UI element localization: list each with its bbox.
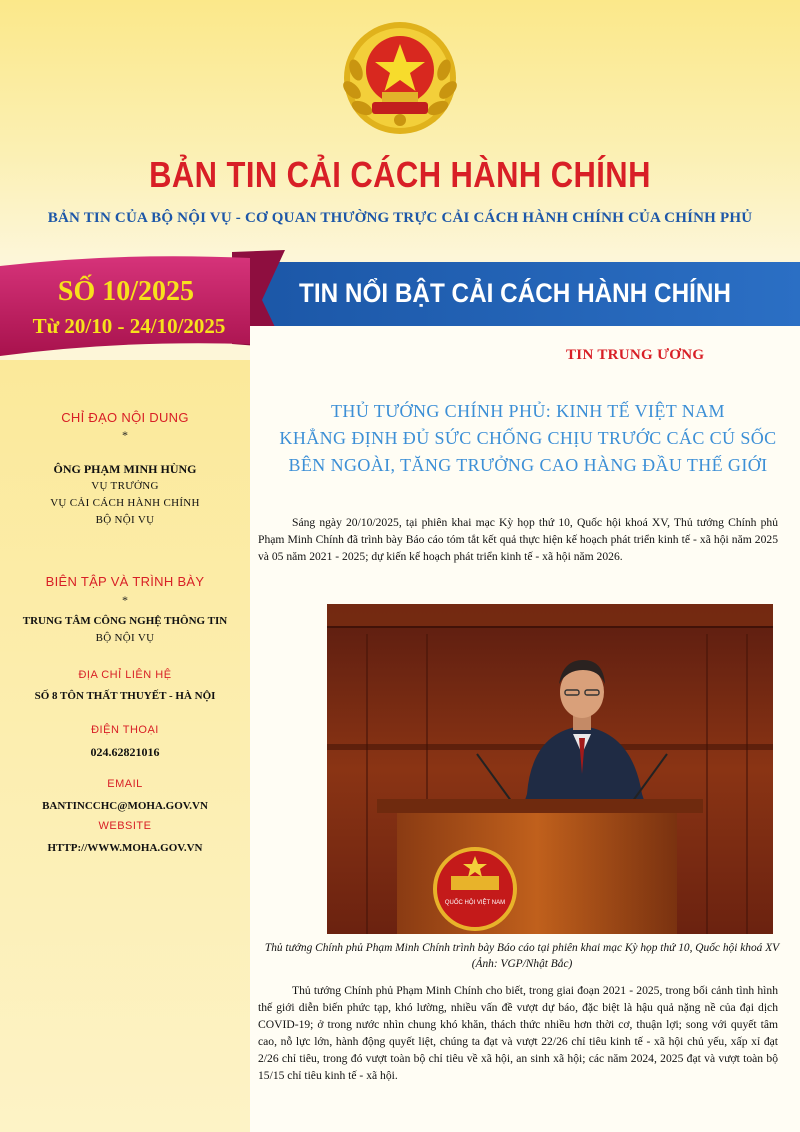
website-value[interactable]: HTTP://WWW.MOHA.GOV.VN <box>47 842 203 854</box>
content-director-label: CHỈ ĐẠO NỘI DUNG <box>61 410 189 425</box>
article-lead: Sáng ngày 20/10/2025, tại phiên khai mạc Kỳ họp thứ 10, Quốc hội khoá XV, Thủ tướng Chính phủ Phạm Minh Chính đã trình bày Báo cáo tóm tắt kết quả thực hiện kế hoạch phát triển kinh tế - xã hội năm 2025 và 05 năm 2021 - 2025; dự kiến kế hoạch phát triển kinh tế - xã hội năm 2026. <box>258 516 778 563</box>
phone-label: ĐIỆN THOẠI <box>91 724 159 736</box>
issue-date-range: Từ 20/10 - 24/10/2025 <box>32 314 226 338</box>
address-value: SỐ 8 TÔN THẤT THUYẾT - HÀ NỘI <box>34 690 216 702</box>
email-label: EMAIL <box>107 778 143 790</box>
address-label: ĐỊA CHỈ LIÊN HỆ <box>78 669 172 681</box>
newsletter-title: BẢN TIN CẢI CÁCH HÀNH CHÍNH <box>149 154 651 195</box>
phone-value: 024.62821016 <box>90 745 160 759</box>
article-photo <box>327 604 773 934</box>
content-director-unit: VỤ CẢI CÁCH HÀNH CHÍNH <box>50 497 200 509</box>
editing-unit: TRUNG TÂM CÔNG NGHỆ THÔNG TIN <box>22 615 228 627</box>
article-headline <box>268 398 788 479</box>
issue-number: SỐ 10/2025 <box>57 276 195 307</box>
highlight-banner <box>230 262 800 326</box>
photo-caption: Thủ tướng Chính phủ Phạm Minh Chính trình bày Báo cáo tại phiên khai mạc Kỳ họp thứ 10, Quốc hội khoá XV (Ảnh: VGP/Nhật Bắc) <box>264 942 780 970</box>
separator-star: * <box>122 428 128 442</box>
headline-line: THỦ TƯỚNG CHÍNH PHỦ: KINH TẾ VIỆT NAM <box>331 401 725 421</box>
headline-line: KHẲNG ĐỊNH ĐỦ SỨC CHỐNG CHỊU TRƯỚC CÁC CÚ SỐC <box>279 428 777 448</box>
article-body: Thủ tướng Chính phủ Phạm Minh Chính cho biết, trong giai đoạn 2021 - 2025, trong bối cảnh tình hình thế giới diễn biến phức tạp, khó lường, nhiều vấn đề vượt dự báo, đặc biệt là hậu quả nặng nề của đại dịch COVID-19; ở trong nước nhìn chung khó khăn, thách thức nhiều hơn thời cơ, thuận lợi; song với quyết tâm cao, nỗ lực lớn, hành động quyết liệt, chúng ta đạt và vượt 22/26 chỉ tiêu kinh tế - xã hội chủ yếu, xấp xỉ đạt 2/26 chỉ tiêu, trong đó vượt toàn bộ chỉ tiêu về xã hội, an sinh xã hội; các năm 2024, 2025 đạt và vượt toàn bộ 15/15 chỉ tiêu kinh tế - xã hội. <box>258 984 778 1082</box>
podium-emblem-text: QUỐC HỘI VIỆT NAM <box>444 900 506 906</box>
newsletter-subtitle: BẢN TIN CỦA BỘ NỘI VỤ - CƠ QUAN THƯỜNG TRỰC CẢI CÁCH HÀNH CHÍNH CỦA CHÍNH PHỦ <box>47 210 753 226</box>
headline-line: BÊN NGOÀI, TĂNG TRƯỞNG CAO HÀNG ĐẦU THẾ GIỚI <box>288 455 768 475</box>
content-director-ministry: BỘ NỘI VỤ <box>95 514 155 526</box>
national-emblem-icon <box>338 20 462 140</box>
website-label: WEBSITE <box>98 820 152 832</box>
highlight-banner-title: TIN NỔI BẬT CẢI CÁCH HÀNH CHÍNH <box>299 278 731 308</box>
separator-star: * <box>122 593 128 607</box>
section-label: TIN TRUNG ƯƠNG <box>566 347 705 363</box>
editing-label: BIÊN TẬP VÀ TRÌNH BÀY <box>45 574 205 589</box>
content-director-title: VỤ TRƯỞNG <box>91 480 159 492</box>
email-value[interactable]: BANTINCCHC@MOHA.GOV.VN <box>42 800 208 812</box>
content-director-name: ÔNG PHẠM MINH HÙNG <box>53 462 197 476</box>
editing-ministry: BỘ NỘI VỤ <box>95 632 155 644</box>
